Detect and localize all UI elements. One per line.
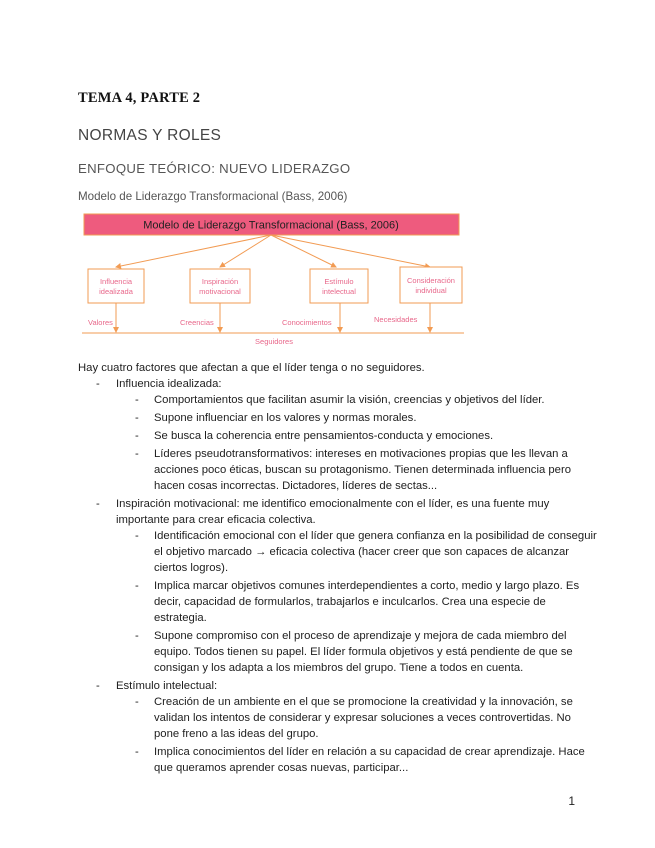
list-item: - Implica conocimientos del líder en relación a su capacidad de crear aprendizaje. Hace que queramos aprender cosas nuevas, participar... — [116, 744, 598, 776]
svg-text:individual: individual — [415, 286, 447, 295]
svg-text:Estímulo: Estímulo — [324, 277, 354, 286]
sub-list — [116, 694, 598, 776]
diagram-box-estimulo — [310, 269, 368, 303]
list-item: - Identificación emocional con el líder que genera confianza en la posibilidad de conseguir el objetivo marcado → eficacia colectiva (hacer creer que son capaces de alcanzar ciertos logros). — [116, 528, 598, 576]
output-label-valores: Valores — [88, 318, 113, 327]
leadership-model-diagram — [78, 212, 468, 352]
list-item: - Supone influenciar en los valores y normas morales. — [116, 410, 598, 426]
sub-list — [116, 392, 598, 494]
page-number: 1 — [568, 794, 575, 808]
model-heading: Modelo de Liderazgo Transformacional (Bass, 2006) — [78, 190, 348, 203]
list-item: - Comportamientos que facilitan asumir la visión, creencias y objetivos del líder. — [116, 392, 598, 408]
factor-label: Estímulo intelectual: — [116, 680, 218, 692]
list-item — [78, 496, 598, 676]
document-heading: TEMA 4, PARTE 2 — [78, 90, 201, 106]
svg-text:Consideración: Consideración — [407, 276, 455, 285]
sub-list — [116, 528, 598, 676]
list-item: - Creación de un ambiente en el que se promocione la creatividad y la innovación, se validan los intentos de considerar y expresar soluciones a veces controvertidas. No pone freno a las ideas del grupo. — [116, 694, 598, 742]
base-label-seguidores: Seguidores — [255, 337, 293, 346]
output-label-creencias: Creencias — [180, 318, 214, 327]
list-item: - Supone compromiso con el proceso de aprendizaje y mejora de cada miembro del equipo. Todos tienen su papel. El líder formula objetivos y está pendiente de que se consigan y los adapta a los miembros del grupo. Tiene a todos en cuenta. — [116, 628, 598, 676]
diagram-box-influencia — [88, 269, 144, 303]
output-label-necesidades: Necesidades — [374, 315, 418, 324]
list-item: - Líderes pseudotransformativos: intereses en motivaciones propias que les llevan a acciones poco éticas, buscan su protagonismo. Tienen determinada influencia pero hacen cosas incorrectas. Dictadores, líderes de sectas... — [116, 446, 598, 494]
section-subtitle: ENFOQUE TEÓRICO: NUEVO LIDERAZGO — [78, 161, 351, 176]
list-item: - Implica marcar objetivos comunes interdependientes a corto, medio y largo plazo. Es decir, capacidad de formularlos, trabajarlos e inculcarlos. Crea una especie de estrategia. — [116, 578, 598, 626]
list-item: - Se busca la coherencia entre pensamientos-conducta y emociones. — [116, 428, 598, 444]
diagram-title: Modelo de Liderazgo Transformacional (Bass, 2006) — [143, 219, 399, 232]
svg-text:motivacional: motivacional — [199, 287, 241, 296]
diagram-box-inspiracion — [190, 269, 250, 303]
svg-text:Influencia: Influencia — [99, 277, 133, 286]
diagram-box-consideracion — [400, 267, 462, 303]
output-label-conocimientos: Conocimientos — [282, 318, 332, 327]
factor-label: Influencia idealizada: — [116, 378, 222, 390]
section-title: NORMAS Y ROLES — [78, 127, 222, 144]
factors-list — [78, 376, 598, 778]
factor-label: Inspiración motivacional: me identifico emocionalmente con el líder, es una fuente muy importante para crear eficacia colectiva. — [116, 498, 550, 526]
svg-text:Inspiración: Inspiración — [201, 277, 239, 286]
svg-text:intelectual: intelectual — [322, 287, 356, 296]
intro-paragraph: Hay cuatro factores que afectan a que el líder tenga o no seguidores. — [78, 362, 425, 374]
list-item — [78, 376, 598, 494]
svg-text:idealizada: idealizada — [99, 287, 133, 296]
list-item — [78, 678, 598, 776]
